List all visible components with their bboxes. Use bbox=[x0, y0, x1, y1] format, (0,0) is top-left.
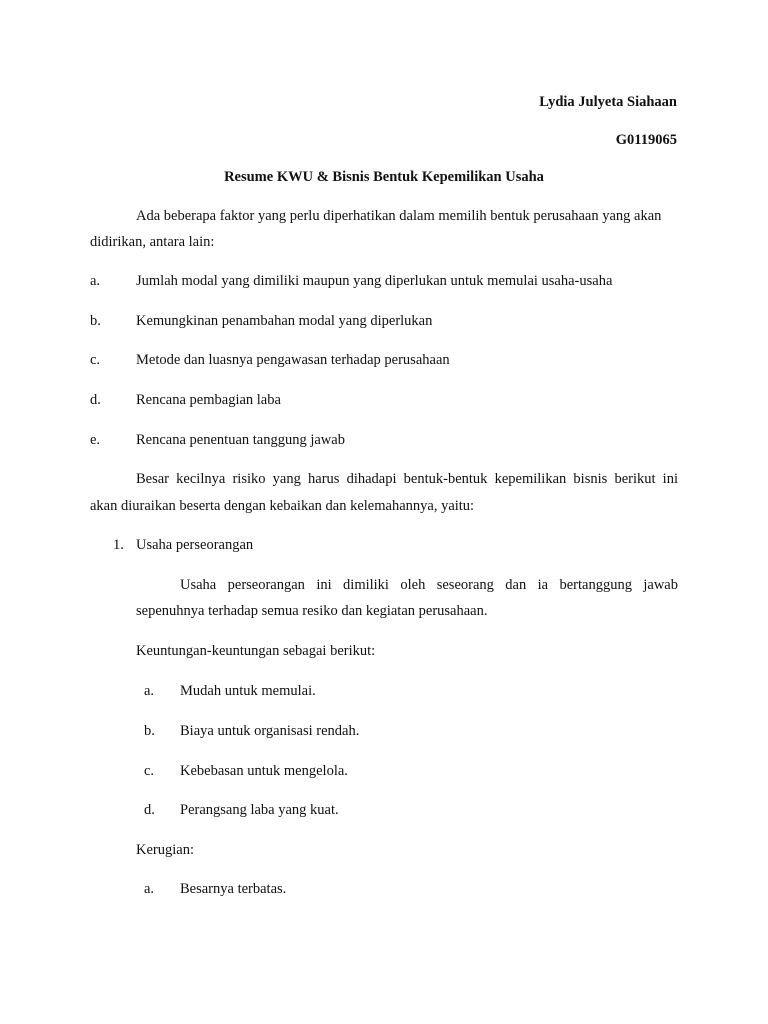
list-marker: b. bbox=[144, 723, 155, 739]
advantages-label: Keuntungan-keuntungan sebagai berikut: bbox=[136, 643, 376, 659]
section-heading: Usaha perseorangan bbox=[136, 537, 254, 553]
list-item-text: Kebebasan untuk mengelola. bbox=[180, 763, 348, 779]
intro-line-2: didirikan, antara lain: bbox=[90, 234, 215, 250]
section-desc-line-1: Usaha perseorangan ini dimiliki oleh seseorang dan ia bertanggung jawab bbox=[180, 577, 678, 593]
list-marker: b. bbox=[90, 313, 101, 329]
list-marker: c. bbox=[90, 352, 101, 368]
list-item-text: Rencana penentuan tanggung jawab bbox=[136, 432, 345, 448]
intro-line-1: Ada beberapa faktor yang perlu diperhatikan dalam memilih bentuk perusahaan yang akan bbox=[136, 208, 662, 224]
section-number: 1. bbox=[113, 537, 124, 553]
list-marker: c. bbox=[144, 763, 155, 779]
list-item-text: Perangsang laba yang kuat. bbox=[180, 802, 339, 818]
list-marker: a. bbox=[144, 683, 155, 699]
list-item-text: Biaya untuk organisasi rendah. bbox=[180, 723, 360, 739]
section-desc-line-2: sepenuhnya terhadap semua resiko dan kegiatan perusahaan. bbox=[136, 603, 488, 619]
list-marker: d. bbox=[90, 392, 101, 408]
list-marker: a. bbox=[90, 273, 101, 289]
list-item-text: Mudah untuk memulai. bbox=[180, 683, 316, 699]
list-item-text: Rencana pembagian laba bbox=[136, 392, 281, 408]
student-id: G0119065 bbox=[615, 132, 677, 148]
list-marker: d. bbox=[144, 802, 155, 818]
list-item-text: Besarnya terbatas. bbox=[180, 881, 287, 897]
risk-paragraph-line-2: akan diuraikan beserta dengan kebaikan dan kelemahannya, yaitu: bbox=[90, 498, 475, 514]
list-item-text: Kemungkinan penambahan modal yang diperlukan bbox=[136, 313, 433, 329]
author-name: Lydia Julyeta Siahaan bbox=[539, 94, 677, 110]
risk-paragraph-line-1: Besar kecilnya risiko yang harus dihadapi bentuk-bentuk kepemilikan bisnis berikut ini bbox=[136, 471, 678, 487]
disadvantages-label: Kerugian: bbox=[136, 842, 194, 858]
list-marker: e. bbox=[90, 432, 101, 448]
list-marker: a. bbox=[144, 881, 155, 897]
list-item-text: Metode dan luasnya pengawasan terhadap perusahaan bbox=[136, 352, 450, 368]
list-item-text: Jumlah modal yang dimiliki maupun yang diperlukan untuk memulai usaha-usaha bbox=[136, 273, 613, 289]
document-title: Resume KWU & Bisnis Bentuk Kepemilikan Usaha bbox=[224, 169, 544, 185]
